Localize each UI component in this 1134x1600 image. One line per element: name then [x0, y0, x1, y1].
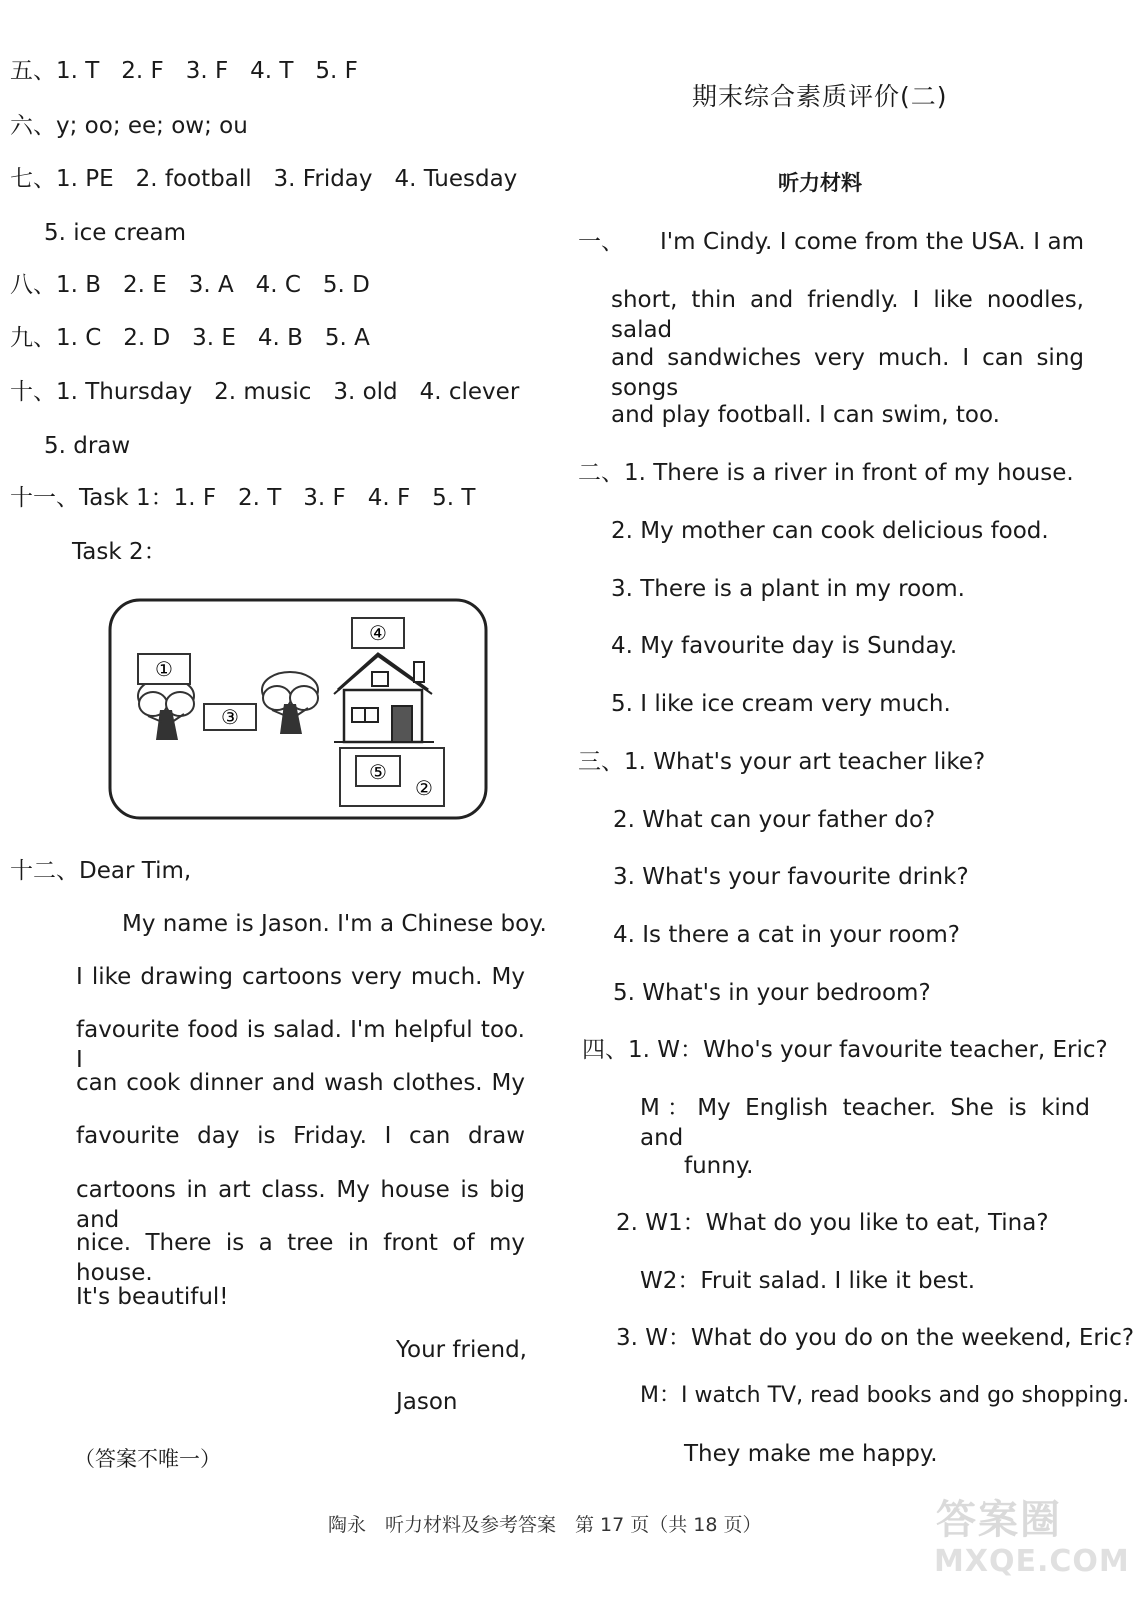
page-title: 期末综合素质评价(二) [692, 82, 948, 111]
section-number: 六、 [10, 113, 56, 139]
answer: 4. Tuesday [394, 166, 518, 192]
marker-2: ② [415, 776, 433, 800]
listening-line: and play football. I can swim, too. [611, 402, 1000, 428]
section-number: 七、 [10, 166, 56, 192]
section-number: 四、 [582, 1037, 628, 1063]
task-label: Task 1： [79, 485, 174, 511]
dialogue-line: 2. W1：What do you like to eat, Tina? [616, 1210, 1049, 1236]
letter-closing: Your friend, [396, 1337, 527, 1363]
tree-icon [262, 672, 318, 734]
section-number: 十二、 [10, 858, 79, 884]
section-7-answer-5: 5. ice cream [44, 220, 186, 246]
section-5-answers [10, 56, 358, 86]
answer: 3. F [303, 485, 346, 511]
listening-line: 5. I like ice cream very much. [611, 691, 951, 717]
dialogue-line: M：I watch TV, read books and go shopping. [640, 1383, 1130, 1408]
house-icon [334, 654, 434, 742]
section-7-answers [10, 164, 517, 194]
section-6-answers [10, 111, 248, 141]
dialogue-line: funny. [684, 1153, 754, 1179]
section-number: 三、 [578, 749, 624, 775]
letter-line: My name is Jason. I'm a Chinese boy. [122, 911, 547, 937]
section-number: 九、 [10, 325, 56, 351]
listening-line: 2. What can your father do? [613, 807, 936, 833]
section-11-task1 [10, 483, 475, 513]
answer: 5. D [322, 272, 370, 298]
section-9-answers [10, 323, 370, 353]
answer: 3. old [333, 379, 398, 405]
answer: 3. F [185, 58, 229, 84]
answer: 1. F [173, 485, 217, 511]
answer: 2. F [121, 58, 164, 84]
answer: y; oo; ee; ow; ou [56, 113, 248, 139]
answer: 4. B [257, 325, 303, 351]
part-3-line [578, 747, 985, 777]
listening-line: 1. There is a river in front of my house. [624, 460, 1074, 486]
letter-greeting: Dear Tim, [79, 858, 192, 884]
dialogue-line: They make me happy. [684, 1441, 938, 1467]
answer: 1. PE [56, 166, 114, 192]
section-8-answers [10, 270, 370, 300]
listening-line: 4. My favourite day is Sunday. [611, 633, 958, 659]
answer: 4. clever [419, 379, 520, 405]
answer-note: （答案不唯一） [74, 1447, 221, 1471]
section-number: 二、 [578, 460, 624, 486]
listening-line: 5. What's in your bedroom? [613, 980, 931, 1006]
answer: 4. F [367, 485, 411, 511]
answer: 3. E [192, 325, 236, 351]
section-number: 五、 [10, 58, 56, 84]
dialogue-line: 1. W：Who's your favourite teacher, Eric? [628, 1037, 1108, 1063]
page-footer: 陶永 听力材料及参考答案 第 17 页（共 18 页） [328, 1514, 762, 1536]
listening-line: 2. My mother can cook delicious food. [611, 518, 1049, 544]
answer: 1. B [56, 272, 102, 298]
answer: 1. Thursday [56, 379, 193, 405]
section-subtitle: 听力材料 [778, 171, 862, 195]
answer: 5. T [432, 485, 476, 511]
watermark-text-en: MXQE.COM [934, 1544, 1130, 1579]
listening-line: and sandwiches very much. I can sing songs [611, 345, 1084, 401]
answer: 3. A [188, 272, 234, 298]
tree-icon [138, 678, 194, 740]
section-11-task2-label: Task 2： [72, 539, 167, 565]
answer: 4. T [250, 58, 294, 84]
answer: 2. T [238, 485, 282, 511]
task2-map-figure [108, 598, 488, 820]
listening-line: I'm Cindy. I come from the USA. I am [660, 229, 1084, 255]
marker-5: ⑤ [369, 760, 387, 784]
letter-line: can cook dinner and wash clothes. My [76, 1070, 525, 1096]
section-12-greeting [10, 856, 191, 886]
answer: 4. C [255, 272, 301, 298]
section-number: 八、 [10, 272, 56, 298]
letter-line: cartoons in art class. My house is big and [76, 1177, 525, 1233]
listening-line: 4. Is there a cat in your room? [613, 922, 960, 948]
site-watermark [932, 1488, 1130, 1592]
letter-line: It's beautiful! [76, 1284, 229, 1310]
letter-line: nice. There is a tree in front of my house. [76, 1230, 525, 1286]
answer: 2. football [135, 166, 252, 192]
marker-1: ① [155, 657, 173, 681]
letter-line: favourite day is Friday. I can draw [76, 1123, 525, 1149]
marker-3: ③ [221, 705, 239, 729]
answer: 3. Friday [273, 166, 373, 192]
marker-4: ④ [369, 621, 387, 645]
part-4-line [582, 1035, 1108, 1065]
listening-line: short, thin and friendly. I like noodles, salad [611, 287, 1084, 343]
section-10-answer-5: 5. draw [44, 433, 131, 459]
dialogue-line: M：My English teacher. She is kind and [640, 1095, 1090, 1151]
letter-line: favourite food is salad. I'm helpful too. I [76, 1017, 525, 1073]
watermark-text-cn: 答案圈 [936, 1497, 1062, 1543]
section-number: 十一、 [10, 485, 79, 511]
letter-line: I like drawing cartoons very much. My [76, 964, 525, 990]
answer: 1. C [56, 325, 102, 351]
section-10-answers [10, 377, 519, 407]
listening-line: 3. What's your favourite drink? [613, 864, 969, 890]
answer: 2. E [122, 272, 167, 298]
answer: 2. D [123, 325, 171, 351]
answer: 5. A [324, 325, 370, 351]
letter-signature: Jason [396, 1389, 458, 1415]
section-number: 十、 [10, 379, 56, 405]
answer: 1. T [56, 58, 100, 84]
listening-line: 1. What's your art teacher like? [624, 749, 986, 775]
answer: 5. F [315, 58, 358, 84]
part-2-line [578, 458, 1074, 488]
listening-line: 3. There is a plant in my room. [611, 576, 965, 602]
dialogue-line: 3. W：What do you do on the weekend, Eric? [616, 1325, 1134, 1351]
part-1-number: 一、 [578, 229, 624, 255]
dialogue-line: W2：Fruit salad. I like it best. [640, 1268, 976, 1294]
answer: 2. music [214, 379, 312, 405]
